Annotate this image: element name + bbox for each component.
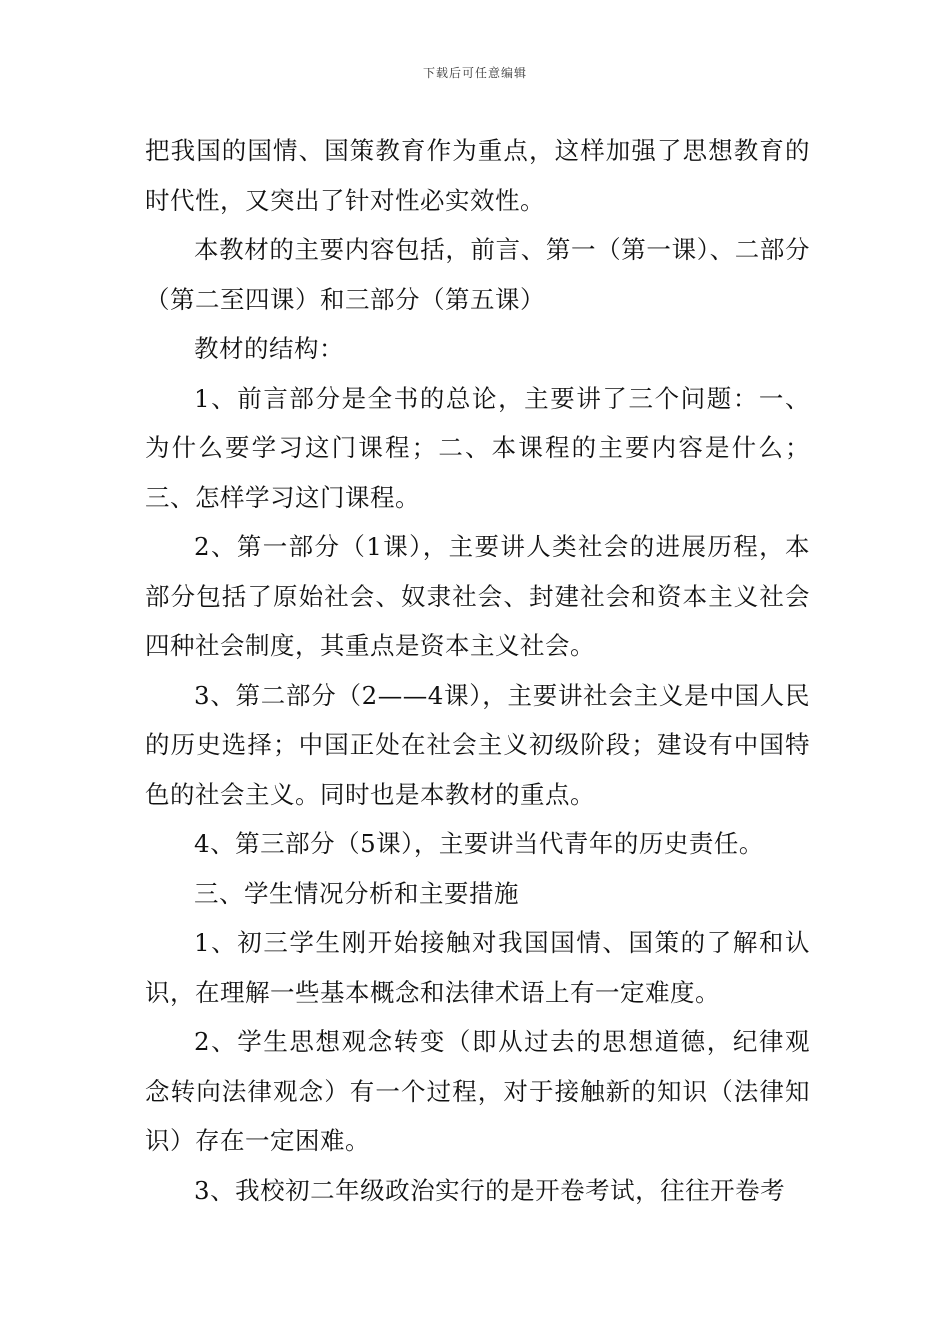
paragraph: 3、我校初二年级政治实行的是开卷考试，往往开卷考 [194, 1175, 786, 1205]
document-body [145, 126, 810, 1215]
paragraph: 2、学生思想观念转变（即从过去的思想道德，纪律观念转向法律观念）有一个过程，对于接触新的知识（法律知识）存在一定困难。 [145, 1027, 810, 1155]
paragraph: 1、前言部分是全书的总论，主要讲了三个问题：一、为什么要学习这门课程；二、本课程的主要内容是什么；三、怎样学习这门课程。 [145, 383, 810, 512]
paragraph: 教材的结构： [194, 334, 344, 363]
paragraph: 本教材的主要内容包括，前言、第一（第一课）、二部分（第二至四课）和三部分（第五课） [145, 235, 810, 314]
paragraph: 把我国的国情、国策教育作为重点，这样加强了思想教育的时代性，又突出了针对性必实效性。 [145, 136, 810, 215]
paragraph: 1、初三学生刚开始接触对我国国情、国策的了解和认识，在理解一些基本概念和法律术语上有一定难度。 [145, 928, 810, 1007]
paragraph: 2、第一部分（1课），主要讲人类社会的进展历程，本部分包括了原始社会、奴隶社会、封建社会和资本主义社会四种社会制度，其重点是资本主义社会。 [145, 532, 810, 660]
page-header: 下载后可任意编辑 [422, 66, 527, 80]
paragraph: 3、第二部分（2——4课），主要讲社会主义是中国人民的历史选择；中国正处在社会主义初级阶段；建设有中国特色的社会主义。同时也是本教材的重点。 [145, 680, 810, 809]
paragraph: 4、第三部分（5课），主要讲当代青年的历史责任。 [194, 829, 764, 858]
section-heading: 三、学生情况分析和主要措施 [194, 878, 519, 908]
